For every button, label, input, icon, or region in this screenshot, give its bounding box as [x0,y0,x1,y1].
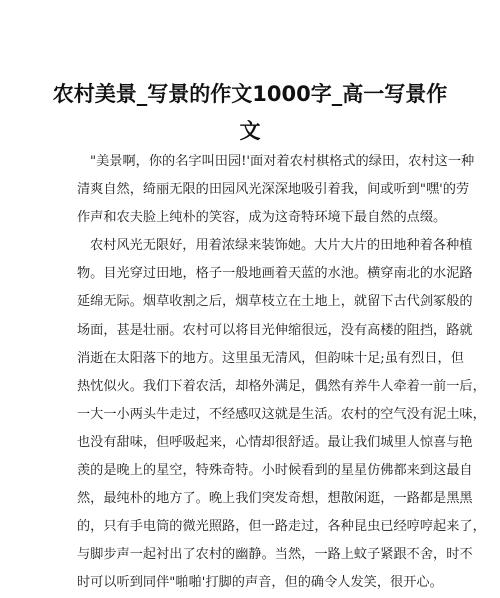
text-line: 的，只有手电筒的微光照路，但一路走过，各种昆虫已经哼哼起来了， [77,519,486,535]
text-line: 与脚步声一起衬出了农村的幽静。当然，一路上蚊子紧跟不舍，时不 [77,547,473,563]
paragraph [77,148,475,232]
text-line: 清爽自然，绮丽无限的田园风光深深地吸引着我，间或听到"嘿'的劳 [77,182,470,198]
text-line: 时可以听到同伴"啪啪'打脚的声音，但的确令人发笑，很开心。 [77,575,443,591]
text-line: 消逝在太阳落下的地方。这里虽无清风，但韵味十足;虽有烈日，但 [77,350,464,366]
title-line: 文 [239,119,261,143]
document-body [77,148,486,598]
text-line: 羡的是晚上的星空，特殊奇特。小时候看到的星星仿佛都来到这最自 [77,463,473,479]
document-title [50,76,450,150]
text-line: 场面，甚是壮丽。农村可以将目光伸缩很远，没有高楼的阻挡，路就 [77,322,473,338]
paragraph [77,232,486,597]
text-line: 作声和农夫脸上纯朴的笑容，成为这奇特环境下最自然的点缀。 [77,210,447,226]
text-line: 物。目光穿过田地，格子一般地画着天蓝的水池。横穿南北的水泥路 [77,266,473,282]
title-line: 农村美景_写景的作文1000字_高一写景作 [52,82,448,106]
text-line: "美景啊，你的名字叫田园!'面对着农村棋格式的绿田，农村这一种 [90,154,475,169]
text-line: 延绵无际。烟草收割之后，烟草枝立在土地上，就留下古代剑冢般的 [77,294,473,310]
text-line: 然，最纯朴的地方了。晚上我们突发奇想，想散闲逛，一路都是黑黑 [77,491,473,507]
text-line: 也没有甜味，但呼吸起来，心情却很舒适。最让我们城里人惊喜与艳 [77,434,473,450]
text-line: 热忱似火。我们下着农活，却格外满足，偶然有养牛人牵着一前一后， [77,378,486,394]
text-line: 一大一小两头牛走过，不经感叹这就是生活。农村的空气没有泥土味， [77,406,486,422]
text-line: 农村风光无限好，用着浓绿来装饰她。大片大片的田地种着各种植 [90,238,473,254]
